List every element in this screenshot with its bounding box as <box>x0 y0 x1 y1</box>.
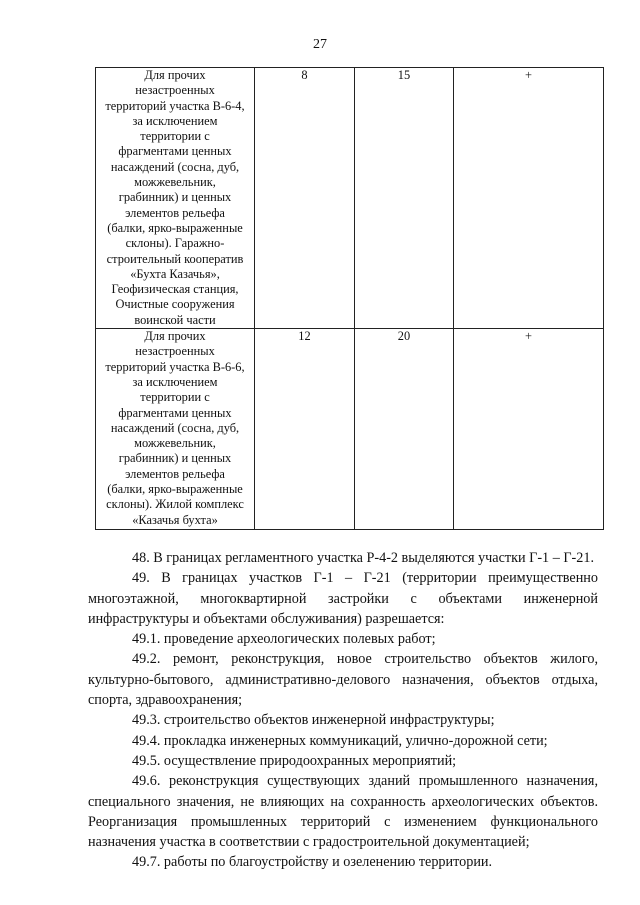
table-row <box>96 329 604 530</box>
table-row <box>96 68 604 329</box>
table-cell: + <box>454 329 604 530</box>
paragraph-49-7: 49.7. работы по благоустройству и озеленению территории. <box>132 854 493 871</box>
paragraph-49: 49. В границах участков Г-1 – Г-21 (территории преимущественно многоэтажной, многоквартирной застройки с объектами инженерной инфраструктуры и объектами обслуживания) разрешается: <box>88 570 598 627</box>
table-cell: 8 <box>255 68 355 329</box>
paragraph-49-2: 49.2. ремонт, реконструкция, новое строительство объектов жилого, культурно-бытового, административно-делового назначения, объектов отдыха, спорта, здравоохранения; <box>88 651 598 709</box>
paragraph-49-6: 49.6. реконструкция существующих зданий промышленного назначения, специального значения, не влияющих на сохранность археологических объектов. Реорганизация промышленных территорий с изменением функционального назначения участка в соответствии с градостроительной документацией; <box>88 773 598 851</box>
paragraph-49-4: 49.4. прокладка инженерных коммуникаций, улично-дорожной сети; <box>132 732 548 749</box>
paragraph-49-3: 49.3. строительство объектов инженерной инфраструктуры; <box>132 712 495 729</box>
table-cell: 15 <box>355 68 454 329</box>
table-cell: + <box>454 68 604 329</box>
table-cell: 20 <box>355 329 454 530</box>
page-number: 27 <box>313 37 327 52</box>
table-cell-description: Для прочих незастроенных территорий участка В-6-6, за исключением территории с фрагментами ценных насаждений (сосна, дуб, можжевельник, грабинник) и ценных элементов рельефа (балки, ярко-выраженные склоны). Жилой комплекс «Казачья бухта» <box>96 329 255 530</box>
paragraph-49-1: 49.1. проведение археологических полевых работ; <box>132 631 436 648</box>
table-cell-description: Для прочих незастроенных территорий участка В-6-4, за исключением территории с фрагментами ценных насаждений (сосна, дуб, можжевельник, грабинник) и ценных элементов рельефа (балки, ярко-выраженные склоны). Гаражно- строительный кооператив «Бухта Казачья», Геофизическая станция, Очистные сооружения воинской части <box>96 68 255 329</box>
regulation-table <box>95 67 604 530</box>
paragraph-49-5: 49.5. осуществление природоохранных мероприятий; <box>132 752 457 769</box>
table-cell: 12 <box>255 329 355 530</box>
body-text <box>88 548 598 873</box>
paragraph-48: 48. В границах регламентного участка Р-4-2 выделяются участки Г-1 – Г-21. <box>132 550 594 566</box>
